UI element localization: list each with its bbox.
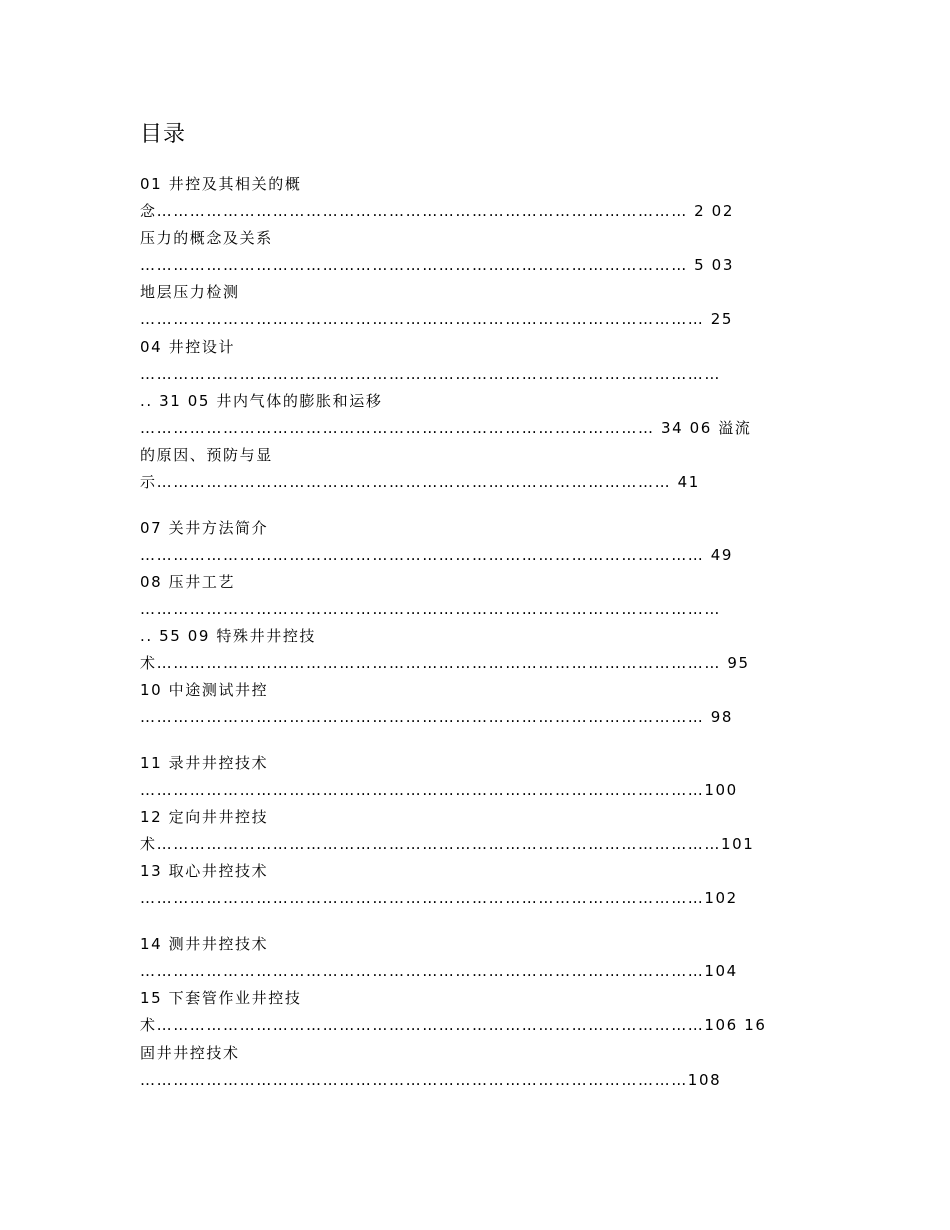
toc-line: 示………………………………………………………………………………… 41	[140, 473, 700, 491]
toc-line: 08 压井工艺	[140, 573, 236, 591]
toc-line: 11 录井井控技术	[140, 754, 269, 772]
toc-line: 07 关井方法简介	[140, 519, 269, 537]
page-title: 目录	[140, 122, 187, 147]
toc-line: ………………………………………………………………………………………… 49	[140, 546, 734, 564]
toc-line: ………………………………………………………………………………… 34 06 溢流	[140, 419, 752, 437]
toc-line: …………………………………………………………………………………………102	[140, 889, 738, 907]
toc-line: ……………………………………………………………………………………………	[140, 600, 721, 618]
toc-line: ………………………………………………………………………………………… 25	[140, 310, 734, 328]
toc-line: 术…………………………………………………………………………………………101	[140, 835, 755, 853]
toc-line: 地层压力检测	[140, 283, 240, 301]
toc-line: ……………………………………………………………………………………………	[140, 365, 721, 383]
toc-line: 04 井控设计	[140, 338, 236, 356]
toc-line: 15 下套管作业井控技	[140, 989, 302, 1007]
toc-line: ………………………………………………………………………………………108	[140, 1071, 722, 1089]
toc-line: 10 中途测试井控	[140, 681, 269, 699]
toc-line: 14 测井井控技术	[140, 935, 269, 953]
toc-line: 固井井控技术	[140, 1044, 240, 1062]
toc-line: …………………………………………………………………………………………100	[140, 781, 738, 799]
toc-line: 13 取心井控技术	[140, 862, 269, 880]
toc-line: …………………………………………………………………………………………104	[140, 962, 738, 980]
toc-line: 术………………………………………………………………………………………… 95	[140, 654, 750, 672]
toc-line: 01 井控及其相关的概	[140, 175, 302, 193]
toc-line: .. 31 05 井内气体的膨胀和运移	[140, 392, 383, 410]
toc-line: .. 55 09 特殊井井控技	[140, 627, 317, 645]
toc-line: ……………………………………………………………………………………… 5 03	[140, 256, 734, 274]
toc-line: 压力的概念及关系	[140, 229, 273, 247]
toc-line: 术………………………………………………………………………………………106 16	[140, 1016, 767, 1034]
toc-line: 的原因、预防与显	[140, 446, 273, 464]
toc-line: 念…………………………………………………………………………………… 2 02	[140, 202, 734, 220]
toc-line: ………………………………………………………………………………………… 98	[140, 708, 734, 726]
toc-line: 12 定向井井控技	[140, 808, 269, 826]
